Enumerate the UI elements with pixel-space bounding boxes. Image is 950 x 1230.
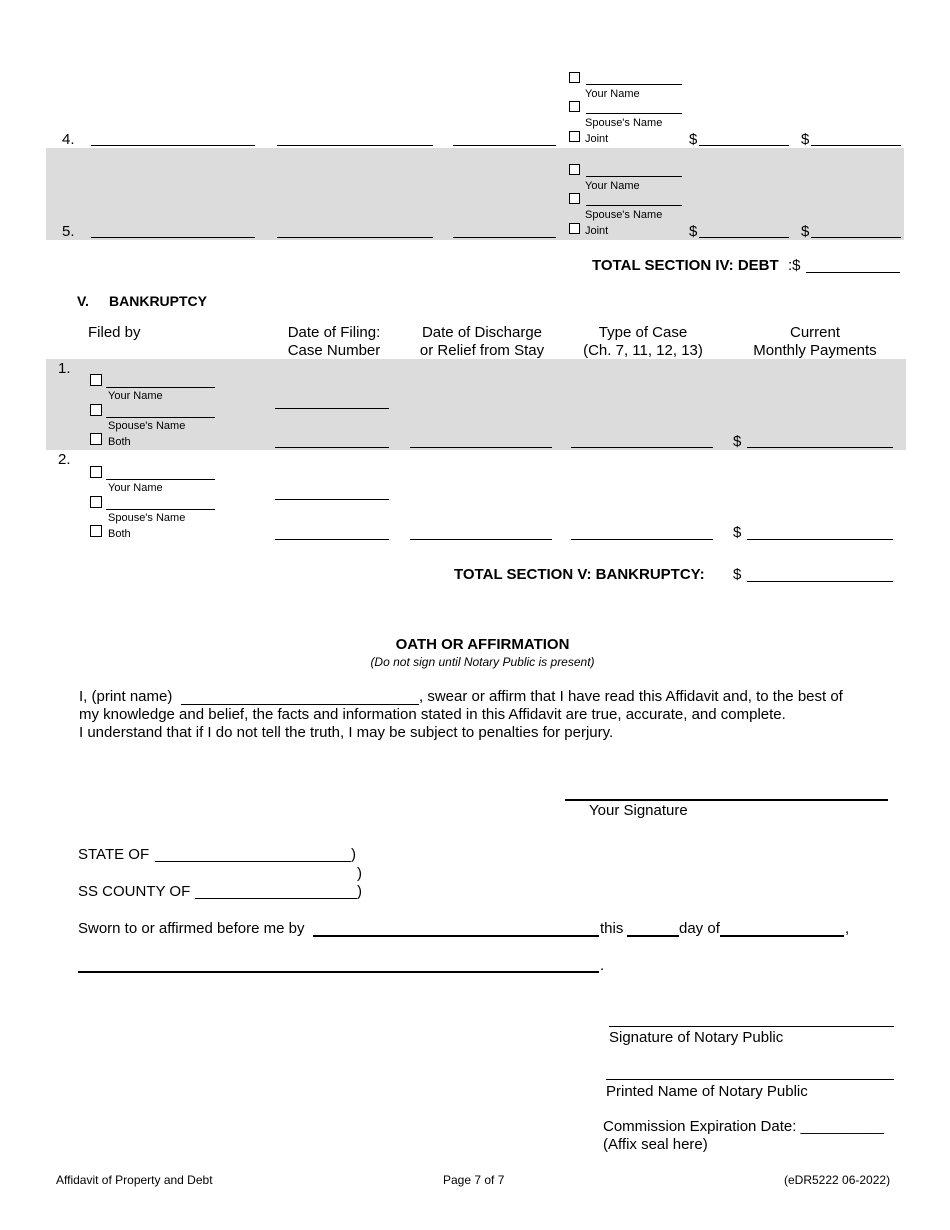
case-type-field[interactable]	[571, 539, 713, 540]
paren: )	[351, 846, 356, 863]
chapters-header: (Ch. 7, 11, 12, 13)	[583, 342, 703, 359]
spouse-name-label: Spouse's Name	[108, 512, 186, 524]
joint-checkbox[interactable]	[569, 131, 580, 142]
currency-symbol: $	[801, 223, 810, 240]
total-bankruptcy-field[interactable]	[747, 581, 893, 582]
spouse-name-checkbox[interactable]	[569, 193, 580, 204]
spouse-name-field[interactable]	[586, 113, 682, 114]
notary-signature-field[interactable]	[609, 1026, 894, 1027]
your-name-checkbox[interactable]	[90, 466, 102, 478]
row-shading	[46, 359, 906, 450]
total-bankruptcy-label: TOTAL SECTION V: BANKRUPTCY:	[454, 566, 705, 583]
section-number: V.	[77, 293, 89, 309]
spouse-name-field[interactable]	[106, 417, 215, 418]
oath-title: OATH OR AFFIRMATION	[395, 636, 570, 653]
your-name-label: Your Name	[585, 180, 640, 192]
year-line-field[interactable]	[78, 971, 599, 973]
monthly-payments-header: Monthly Payments	[753, 342, 877, 359]
paren: )	[357, 865, 362, 882]
account-field[interactable]	[277, 237, 433, 238]
paren: )	[357, 883, 362, 900]
county-field[interactable]	[195, 898, 357, 899]
account-field[interactable]	[277, 145, 433, 146]
spouse-name-label: Spouse's Name	[585, 209, 663, 221]
case-number-header: Case Number	[287, 342, 381, 359]
affix-seal-label: (Affix seal here)	[603, 1136, 708, 1153]
sworn-label: Sworn to or affirmed before me by	[78, 920, 305, 937]
spouse-name-label: Spouse's Name	[108, 420, 186, 432]
payment-field[interactable]	[811, 237, 901, 238]
this-label: this	[600, 920, 624, 937]
case-number-field[interactable]	[275, 539, 389, 540]
row-number: 2.	[58, 451, 71, 468]
case-type-field[interactable]	[571, 447, 713, 448]
type-case-header: Type of Case	[598, 324, 688, 341]
footer-page-number: Page 7 of 7	[443, 1173, 505, 1187]
filing-date-field[interactable]	[275, 499, 389, 500]
total-debt-label: TOTAL SECTION IV: DEBT	[592, 257, 779, 274]
oath-subtitle: (Do not sign until Notary Public is present)	[370, 655, 595, 669]
spouse-name-field[interactable]	[586, 205, 682, 206]
your-name-label: Your Name	[585, 88, 640, 100]
currency-symbol: $	[733, 566, 742, 583]
joint-checkbox[interactable]	[569, 223, 580, 234]
oath-line1-suffix: , swear or affirm that I have read this Affidavit and, to the best of	[419, 688, 843, 705]
both-checkbox[interactable]	[90, 525, 102, 537]
print-name-prefix: I, (print name)	[79, 688, 173, 705]
currency-symbol: $	[733, 433, 742, 450]
commission-expiration-label: Commission Expiration Date: __________	[603, 1118, 884, 1135]
row-number: 5.	[62, 223, 75, 240]
state-label: STATE OF	[78, 846, 150, 863]
spouse-name-checkbox[interactable]	[90, 404, 102, 416]
row-shading	[46, 148, 904, 240]
case-number-field[interactable]	[275, 447, 389, 448]
currency-symbol: $	[733, 524, 742, 541]
spouse-name-field[interactable]	[106, 509, 215, 510]
payment-field[interactable]	[811, 145, 901, 146]
your-name-checkbox[interactable]	[569, 72, 580, 83]
notary-printed-name-label: Printed Name of Notary Public	[606, 1083, 808, 1100]
total-debt-field[interactable]	[806, 272, 900, 273]
creditor-field[interactable]	[91, 237, 255, 238]
month-field[interactable]	[720, 935, 844, 937]
your-name-checkbox[interactable]	[90, 374, 102, 386]
oath-line3: I understand that if I do not tell the truth, I may be subject to penalties for perjury.	[79, 724, 614, 741]
joint-label: Joint	[585, 225, 609, 237]
your-signature-label: Your Signature	[589, 802, 688, 819]
day-of-label: day of	[679, 920, 720, 937]
notary-signature-label: Signature of Notary Public	[609, 1029, 784, 1046]
spouse-name-label: Spouse's Name	[585, 117, 663, 129]
monthly-payment-field[interactable]	[747, 447, 893, 448]
currency-symbol: :$	[788, 257, 801, 274]
date-field[interactable]	[453, 237, 556, 238]
notary-printed-name-field[interactable]	[606, 1079, 894, 1080]
sworn-by-field[interactable]	[313, 935, 599, 937]
day-field[interactable]	[627, 935, 679, 937]
print-name-field[interactable]	[181, 704, 419, 705]
spouse-name-checkbox[interactable]	[569, 101, 580, 112]
both-label: Both	[108, 528, 131, 540]
your-name-label: Your Name	[108, 390, 163, 402]
both-label: Both	[108, 436, 131, 448]
oath-line2: my knowledge and belief, the facts and information stated in this Affidavit are true, accurate, and complete.	[79, 706, 786, 723]
monthly-payment-field[interactable]	[747, 539, 893, 540]
comma: ,	[845, 920, 850, 937]
state-field[interactable]	[155, 861, 351, 862]
row-number: 4.	[62, 131, 75, 148]
filed-by-header: Filed by	[88, 324, 141, 341]
footer-form-code: (eDR5222 06-2022)	[784, 1173, 891, 1187]
currency-symbol: $	[689, 223, 698, 240]
section-heading: BANKRUPTCY	[109, 293, 207, 309]
balance-field[interactable]	[699, 237, 789, 238]
your-signature-field[interactable]	[565, 799, 888, 801]
creditor-field[interactable]	[91, 145, 255, 146]
row-number: 1.	[58, 360, 71, 377]
spouse-name-checkbox[interactable]	[90, 496, 102, 508]
your-name-field[interactable]	[586, 84, 682, 85]
period: .	[600, 957, 605, 974]
your-name-field[interactable]	[586, 176, 682, 177]
discharge-date-field[interactable]	[410, 447, 552, 448]
county-label: SS COUNTY OF	[78, 883, 191, 900]
relief-header: or Relief from Stay	[419, 342, 545, 359]
currency-symbol: $	[801, 131, 810, 148]
currency-symbol: $	[689, 131, 698, 148]
your-name-field[interactable]	[106, 479, 215, 480]
date-filing-header: Date of Filing:	[287, 324, 381, 341]
discharge-date-field[interactable]	[410, 539, 552, 540]
both-checkbox[interactable]	[90, 433, 102, 445]
filing-date-field[interactable]	[275, 408, 389, 409]
footer-form-title: Affidavit of Property and Debt	[56, 1173, 213, 1187]
date-field[interactable]	[453, 145, 556, 146]
balance-field[interactable]	[699, 145, 789, 146]
discharge-header: Date of Discharge	[421, 324, 543, 341]
joint-label: Joint	[585, 133, 609, 145]
your-name-checkbox[interactable]	[569, 164, 580, 175]
your-name-field[interactable]	[106, 387, 215, 388]
your-name-label: Your Name	[108, 482, 163, 494]
current-header: Current	[789, 324, 841, 341]
